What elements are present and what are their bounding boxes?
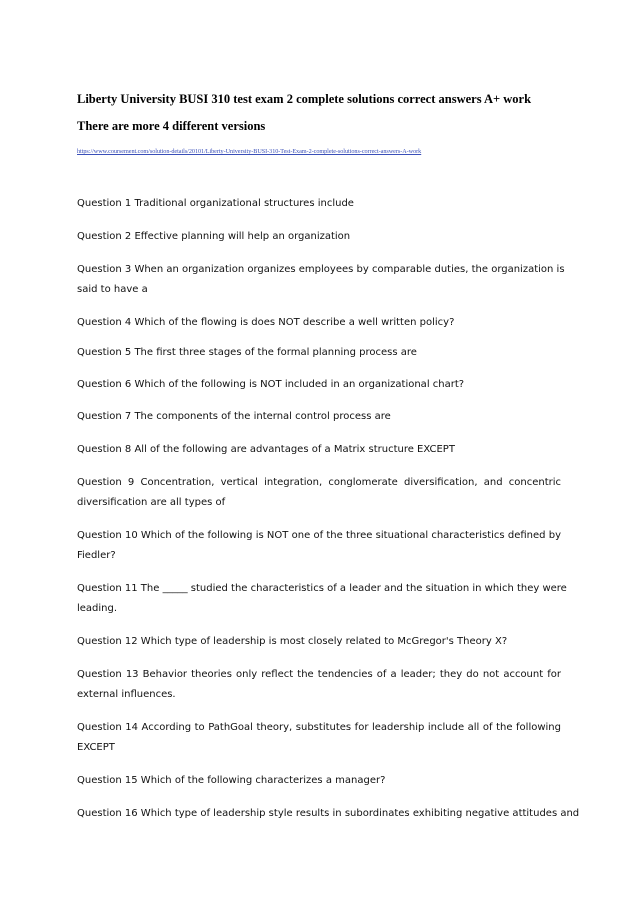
question-3-continued: said to have a	[77, 284, 148, 295]
question-6: Question 6 Which of the following is NOT included in an organizational chart?	[77, 379, 465, 390]
solution-link[interactable]: https://www.coursement.com/solution-details/20101/Liberty-University-BUSI-310-Test-Exam-2-complete-solutions-correct-answers-A-work	[77, 148, 422, 155]
question-2: Question 2 Effective planning will help an organization	[77, 231, 351, 242]
question-15: Question 15 Which of the following characterizes a manager?	[77, 775, 386, 786]
question-14-continued: EXCEPT	[77, 742, 115, 753]
question-4: Question 4 Which of the flowing is does NOT describe a well written policy?	[77, 317, 455, 328]
question-1: Question 1 Traditional organizational structures include	[77, 198, 354, 209]
question-16: Question 16 Which type of leadership style results in subordinates exhibiting negative attitudes and	[77, 808, 580, 819]
question-8: Question 8 All of the following are advantages of a Matrix structure EXCEPT	[77, 444, 455, 455]
document-title: Liberty University BUSI 310 test exam 2 complete solutions correct answers A+ work	[77, 92, 532, 106]
question-9-continued: diversification are all types of	[77, 497, 226, 508]
question-10: Question 10 Which of the following is NOT one of the three situational characteristics defined by	[77, 530, 561, 541]
question-12: Question 12 Which type of leadership is most closely related to McGregor's Theory X?	[77, 636, 508, 647]
question-3: Question 3 When an organization organizes employees by comparable duties, the organization is	[77, 264, 565, 275]
question-13: Question 13 Behavior theories only reflect the tendencies of a leader; they do not account for	[77, 669, 561, 680]
question-11: Question 11 The _____ studied the characteristics of a leader and the situation in which they were	[77, 583, 567, 594]
question-14: Question 14 According to PathGoal theory, substitutes for leadership include all of the following	[77, 722, 561, 733]
question-9: Question 9 Concentration, vertical integration, conglomerate diversification, and concentric	[77, 477, 561, 488]
question-5: Question 5 The first three stages of the formal planning process are	[77, 347, 417, 358]
question-11-continued: leading.	[77, 603, 118, 614]
question-10-continued: Fiedler?	[77, 550, 116, 561]
question-13-continued: external influences.	[77, 689, 176, 700]
document-subtitle: There are more 4 different versions	[77, 119, 266, 133]
question-7: Question 7 The components of the internal control process are	[77, 411, 391, 422]
